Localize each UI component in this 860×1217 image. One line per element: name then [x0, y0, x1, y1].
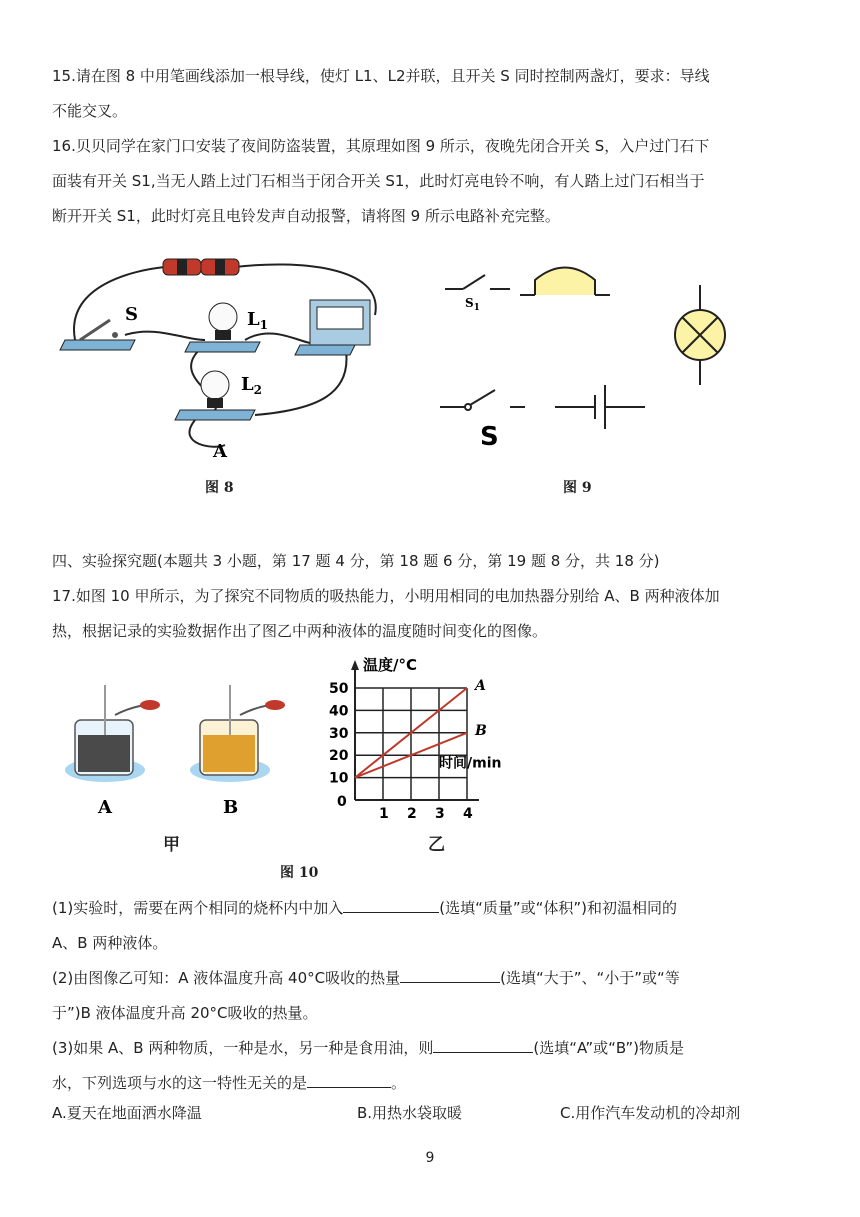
q17-sub2-line1: (2)由图像乙可知：A 液体温度升高 40°C吸收的热量 (选填“大于”、“小于”或“等: [52, 960, 814, 996]
q17-line2: 热，根据记录的实验数据作出了图乙中两种液体的温度随时间变化的图像。: [52, 622, 548, 640]
fig8-label-s: S: [125, 304, 138, 325]
option-b[interactable]: B.用热水袋取暖: [357, 1104, 463, 1122]
series-label-B: B: [475, 722, 487, 739]
x-tick-label: 3: [435, 806, 445, 822]
q17-sub2-line2: 于”)B 液体温度升高 20°C吸收的热量。: [52, 1004, 318, 1022]
figure-8-circuit: [55, 245, 400, 465]
q15-line2: 不能交叉。: [52, 102, 128, 120]
beaker-b-label: B: [223, 797, 239, 818]
fig8-label-a: A: [213, 441, 227, 462]
series-label-A: A: [475, 678, 486, 694]
y-axis-label: 温度/°C: [363, 656, 417, 674]
q16-line2: 面装有开关 S1,当无人踏上过门石相当于闭合开关 S1，此时灯亮电铃不响，有人踏上过门石相当于: [52, 172, 705, 190]
x-tick-label: 1: [379, 806, 389, 822]
x-tick-label: 4: [463, 806, 473, 822]
figure-10-chart: [325, 650, 565, 830]
y-tick-label: 20: [329, 748, 349, 765]
q17-sub1-line2: A、B 两种液体。: [52, 934, 168, 952]
page-number: 9: [425, 1150, 435, 1166]
x-axis-label: 时间/min: [439, 755, 502, 772]
q17-sub3-line1: (3)如果 A、B 两种物质，一种是水，另一种是食用油，则 (选填“A”或“B”)物质是: [52, 1030, 814, 1066]
fig9-label-s: S: [480, 422, 499, 452]
q15-line1: 15.请在图 8 中用笔画线添加一根导线，使灯 L1、L2并联，且开关 S 同时控制两盏灯，要求：导线: [52, 67, 710, 85]
figure-9-caption: 图 9: [563, 480, 592, 496]
answer-blank-2[interactable]: [400, 966, 500, 983]
figure-10-caption: 图 10: [280, 865, 319, 881]
y-tick-label: 30: [329, 725, 349, 742]
q16-line1: 16.贝贝同学在家门口安装了夜间防盗装置，其原理如图 9 所示，夜晚先闭合开关 S，入户过门石下: [52, 137, 710, 155]
fig9-label-s1: $S_1$: [465, 296, 480, 313]
y-tick-label: 40: [329, 703, 349, 720]
figure-9-components: [435, 255, 740, 455]
q16-line3: 断开开关 S1，此时灯亮且电铃发声自动报警，请将图 9 所示电路补充完整。: [52, 207, 560, 225]
y-tick-label: 10: [329, 770, 349, 787]
option-a[interactable]: A.夏天在地面洒水降温: [52, 1104, 202, 1122]
section4-heading: 四、实验探究题(本题共 3 小题，第 17 题 4 分，第 18 题 6 分，第 19 题 8 分，共 18 分): [52, 552, 660, 570]
answer-blank-1[interactable]: [343, 896, 439, 913]
figure-10-yi: 乙: [428, 835, 445, 855]
beaker-a-label: A: [98, 797, 112, 818]
origin-label: 0: [337, 794, 347, 810]
figure-10-beakers: [60, 685, 310, 830]
q17-line1: 17.如图 10 甲所示，为了探究不同物质的吸热能力，小明用相同的电加热器分别给 A、B 两种液体加: [52, 587, 720, 605]
q17-sub1-line1: (1)实验时，需要在两个相同的烧杯内中加入 (选填“质量”或“体积”)和初温相同的: [52, 890, 814, 926]
figure-8-caption: 图 8: [205, 480, 234, 496]
answer-blank-4[interactable]: [307, 1071, 391, 1088]
y-tick-label: 50: [329, 681, 349, 697]
figure-10-jia: 甲: [163, 835, 180, 855]
answer-blank-3[interactable]: [433, 1036, 533, 1053]
option-c[interactable]: C.用作汽车发动机的冷却剂: [560, 1104, 741, 1122]
fig8-label-l1: $L_1$: [247, 309, 269, 332]
fig8-label-l2: $L_2$: [241, 374, 263, 397]
x-tick-label: 2: [407, 806, 417, 822]
q17-sub3-line2: 水，下列选项与水的这一特性无关的是 。: [52, 1065, 814, 1101]
y-axis-arrow: [351, 660, 359, 670]
